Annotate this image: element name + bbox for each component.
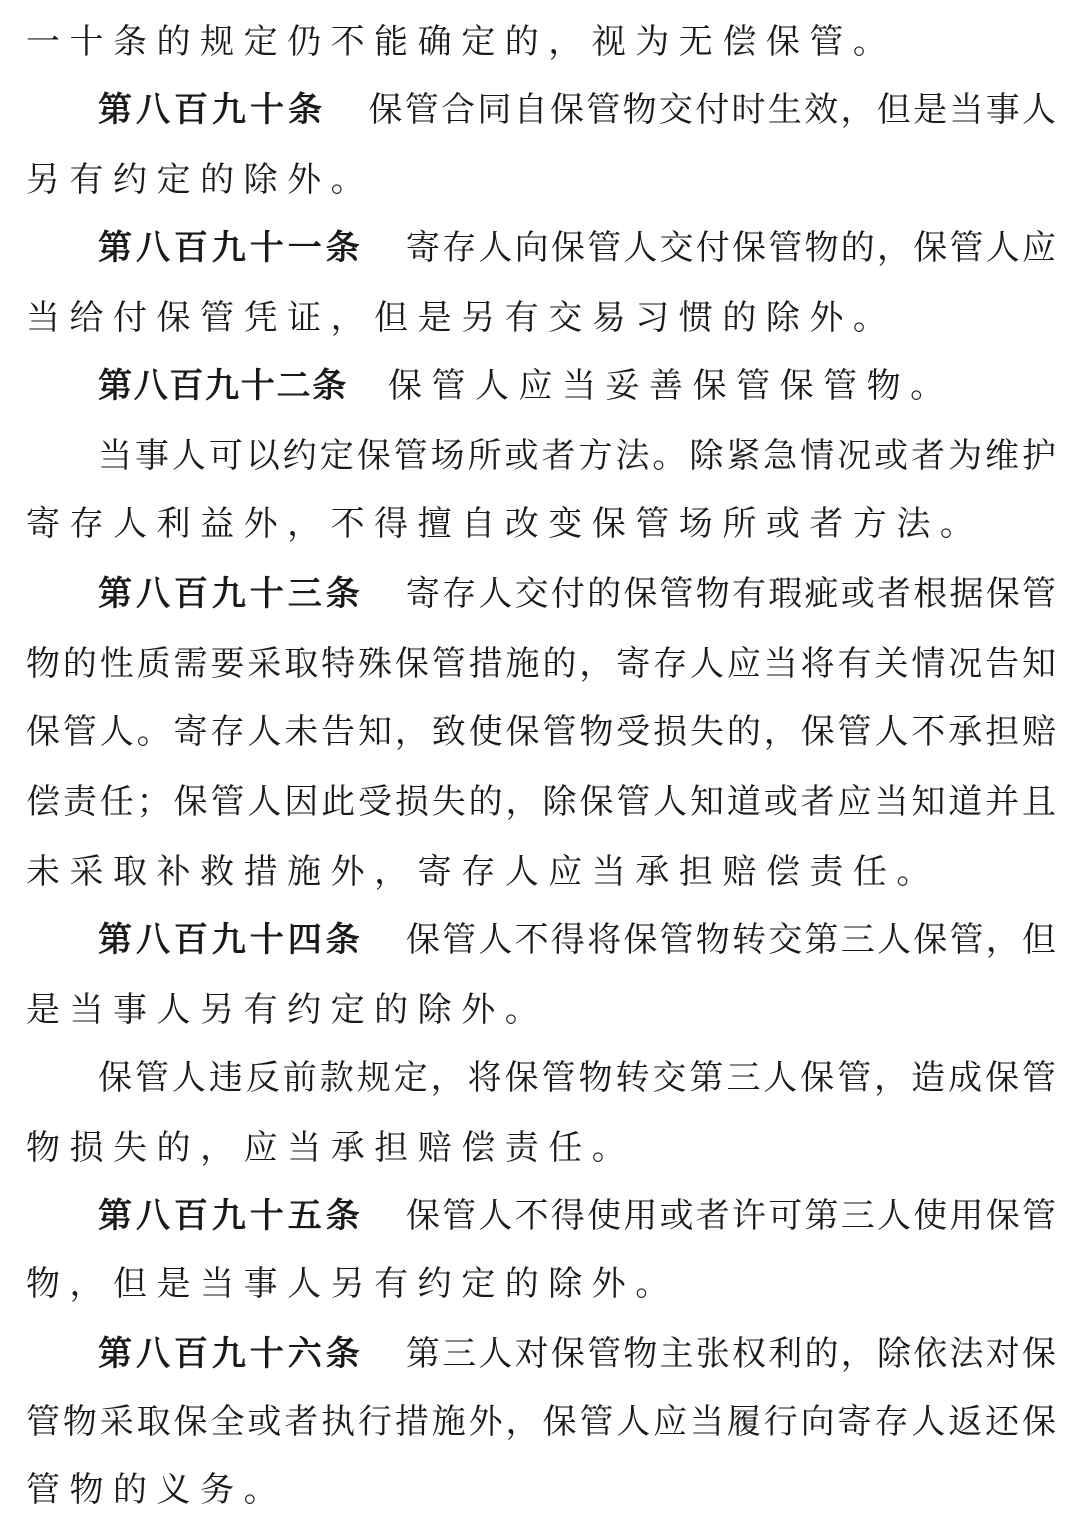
text-line: 保管人应当妥善保管保管物。 xyxy=(387,366,954,406)
article-895-line-2 xyxy=(26,1254,1056,1314)
text-line: 未采取补救措施外，寄存人应当承担赔偿责任。 xyxy=(26,852,940,892)
article-heading: 第八百九十二条 xyxy=(98,366,348,406)
article-891-line-2 xyxy=(26,288,1056,348)
article-894-line-2 xyxy=(26,980,1056,1040)
text-line: 保管人违反前款规定，将保管物转交第三人保管，造成保管 xyxy=(98,1058,1056,1098)
paragraph-894-2-line-1 xyxy=(26,1048,1056,1108)
article-894-line-1 xyxy=(26,910,1056,970)
article-heading: 第八百九十三条 xyxy=(98,574,364,614)
article-893-line-2 xyxy=(26,634,1056,694)
text-line: 当给付保管凭证，但是另有交易习惯的除外。 xyxy=(26,298,897,338)
article-heading: 第八百九十四条 xyxy=(98,920,364,960)
article-heading: 第八百九十六条 xyxy=(98,1334,364,1374)
text-line: 管物采取保全或者执行措施外，保管人应当履行向寄存人返还保 xyxy=(26,1402,1056,1442)
article-893-line-3 xyxy=(26,702,1056,762)
article-893-line-5 xyxy=(26,842,1056,902)
article-893-line-1 xyxy=(26,564,1056,624)
text-line: 寄存人利益外，不得擅自改变保管场所或者方法。 xyxy=(26,504,984,544)
text-line: 第三人对保管物主张权利的，除依法对保 xyxy=(403,1334,1056,1374)
text-line: 保管合同自保管物交付时生效，但是当事人 xyxy=(366,90,1057,130)
text-line: 保管人。寄存人未告知，致使保管物受损失的，保管人不承担赔 xyxy=(26,712,1056,752)
text-line: 物的性质需要采取特殊保管措施的，寄存人应当将有关情况告知 xyxy=(26,644,1056,684)
article-heading: 第八百九十条 xyxy=(98,90,327,130)
article-895-line-1 xyxy=(26,1186,1056,1246)
text-line: 当事人可以约定保管场所或者方法。除紧急情况或者为维护 xyxy=(98,436,1056,476)
text-line: 是当事人另有约定的除外。 xyxy=(26,990,549,1030)
text-line: 偿责任；保管人因此受损失的，除保管人知道或者应当知道并且 xyxy=(26,782,1056,822)
text-line: 保管人不得使用或者许可第三人使用保管 xyxy=(403,1196,1056,1236)
article-893-line-4 xyxy=(26,772,1056,832)
text-line: 物，但是当事人另有约定的除外。 xyxy=(26,1264,679,1304)
article-890-line-2 xyxy=(26,150,1056,210)
text-line: 物损失的，应当承担赔偿责任。 xyxy=(26,1128,636,1168)
article-891-line-1 xyxy=(26,218,1056,278)
paragraph-892-2-line-2 xyxy=(26,494,1056,554)
article-892-line-1 xyxy=(26,356,1056,416)
text-line: 管物的义务。 xyxy=(26,1470,288,1510)
text-line: 寄存人向保管人交付保管物的，保管人应 xyxy=(403,228,1056,268)
article-896-line-2 xyxy=(26,1392,1056,1452)
article-896-line-1 xyxy=(26,1324,1056,1384)
article-890-line-1 xyxy=(26,80,1056,140)
text-line: 寄存人交付的保管物有瑕疵或者根据保管 xyxy=(403,574,1056,614)
paragraph-892-2-line-1 xyxy=(26,426,1056,486)
article-heading: 第八百九十一条 xyxy=(98,228,364,268)
text-line: 另有约定的除外。 xyxy=(26,160,375,200)
text-line: 一十条的规定仍不能确定的，视为无偿保管。 xyxy=(26,22,897,62)
paragraph-894-2-line-2 xyxy=(26,1118,1056,1178)
article-896-line-3 xyxy=(26,1460,1056,1520)
text-line: 保管人不得将保管物转交第三人保管，但 xyxy=(403,920,1056,960)
article-heading: 第八百九十五条 xyxy=(98,1196,364,1236)
paragraph-continuation-line xyxy=(26,12,1056,72)
